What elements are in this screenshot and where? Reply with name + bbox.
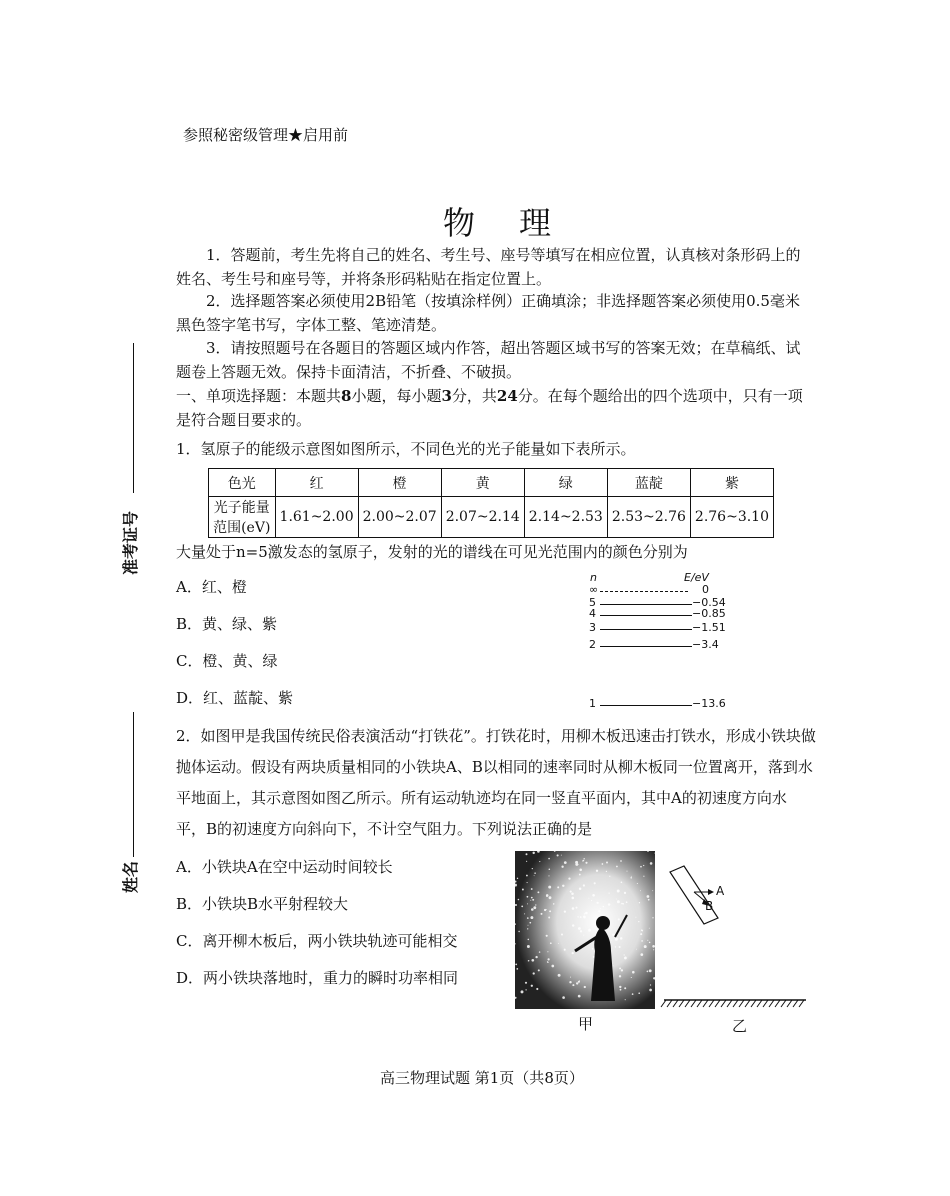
table-cell: 光子能量范围(eV) <box>209 497 276 538</box>
table-cell: 红 <box>275 469 358 497</box>
level-line <box>600 604 692 605</box>
table-cell: 蓝靛 <box>607 469 690 497</box>
exam-id-label: 准考证号 <box>121 510 140 575</box>
q2-option-a[interactable]: A．小铁块A在空中运动时间较长 <box>176 858 393 876</box>
figure-jia-label: 甲 <box>578 1015 594 1033</box>
level-e: −1.51 <box>692 621 726 634</box>
table-cell: 紫 <box>690 469 773 497</box>
section-heading: 一、单项选择题：本题共8小题，每小题3分，共24分。在每个题给出的四个选项中，只有一项是符合题目要求的。 <box>176 387 803 429</box>
level-e: −0.85 <box>692 607 726 620</box>
level-e: −3.4 <box>692 638 719 651</box>
level-n: 1 <box>589 697 596 710</box>
table-cell: 绿 <box>524 469 607 497</box>
confidential-label: 参照秘密级管理★启用前 <box>183 126 349 144</box>
level-line <box>600 646 692 647</box>
name-label: 姓名 <box>121 860 140 893</box>
q1-option-b[interactable]: B．黄、绿、紫 <box>176 615 278 633</box>
q2-option-c[interactable]: C．离开柳木板后，两小铁块轨迹可能相交 <box>176 932 458 950</box>
q1-option-d[interactable]: D．红、蓝靛、紫 <box>176 689 294 707</box>
table-header-row <box>209 469 774 497</box>
name-line <box>133 712 134 857</box>
page-title: 物 理 <box>443 204 558 242</box>
trajectory-diagram <box>660 862 808 1012</box>
level-e: 0 <box>702 583 709 596</box>
table-cell: 2.07~2.14 <box>441 497 524 538</box>
table-cell: 黄 <box>441 469 524 497</box>
q1-stem: 1．氢原子的能级示意图如图所示，不同色光的光子能量如下表所示。 <box>176 440 636 458</box>
label-b: B <box>705 899 714 913</box>
level-n: 4 <box>589 607 596 620</box>
q2-stem: 2．如图甲是我国传统民俗表演活动“打铁花”。打铁花时，用柳木板迅速击打铁水，形成小铁块做抛体运动。假设有两块质量相同的小铁块A、B以相同的速率同时从柳木板同一位置离开，落到水平地面上，其示意图如图乙所示。所有运动轨迹均在同一竖直平面内，其中A的初速度方向水平，B的初速度方向斜向下，不计空气阻力。下列说法正确的是 <box>176 727 816 838</box>
level-n: 5 <box>589 596 596 609</box>
level-e: −0.54 <box>692 596 726 609</box>
level-line <box>600 705 692 706</box>
level-line <box>600 615 692 616</box>
instruction-3: 3．请按照题号在各题目的答题区域内作答，超出答题区域书写的答案无效；在草稿纸、试题卷上答题无效。保持卡面清洁，不折叠、不破损。 <box>176 339 801 381</box>
q1-question: 大量处于n=5激发态的氢原子，发射的光的谱线在可见光范围内的颜色分别为 <box>176 543 688 561</box>
diagram-n-label: n <box>590 571 597 584</box>
photon-energy-table <box>208 468 774 538</box>
table-cell: 2.76~3.10 <box>690 497 773 538</box>
q1-option-a[interactable]: A．红、橙 <box>176 578 247 596</box>
table-cell: 1.61~2.00 <box>275 497 358 538</box>
diagram-e-label: E/eV <box>684 571 709 584</box>
table-cell: 2.00~2.07 <box>358 497 441 538</box>
table-row <box>209 497 774 538</box>
instruction-1: 1．答题前，考生先将自己的姓名、考生号、座号等填写在相应位置，认真核对条形码上的姓名、考生号和座号等，并将条形码粘贴在指定位置上。 <box>176 246 801 288</box>
level-n: 3 <box>589 621 596 634</box>
table-cell: 色光 <box>209 469 276 497</box>
instruction-2: 2．选择题答案必须使用2B铅笔（按填涂样例）正确填涂；非选择题答案必须使用0.5毫米黑色签字笔书写，字体工整、笔迹清楚。 <box>176 292 800 334</box>
label-a: A <box>716 884 725 898</box>
q2-option-b[interactable]: B．小铁块B水平射程较大 <box>176 895 349 913</box>
table-cell: 橙 <box>358 469 441 497</box>
figure-yi-label: 乙 <box>732 1017 748 1035</box>
table-cell: 2.14~2.53 <box>524 497 607 538</box>
level-line <box>600 629 692 630</box>
q2-option-d[interactable]: D．两小铁块落地时，重力的瞬时功率相同 <box>176 969 459 987</box>
page-footer: 高三物理试题 第1页（共8页） <box>380 1069 584 1087</box>
iron-flower-photo <box>515 851 655 1009</box>
level-e: −13.6 <box>692 697 726 710</box>
level-line <box>600 591 688 592</box>
level-n: 2 <box>589 638 596 651</box>
q1-option-c[interactable]: C．橙、黄、绿 <box>176 652 278 670</box>
table-cell: 2.53~2.76 <box>607 497 690 538</box>
level-n: ∞ <box>589 583 599 596</box>
exam-id-line <box>133 343 134 493</box>
